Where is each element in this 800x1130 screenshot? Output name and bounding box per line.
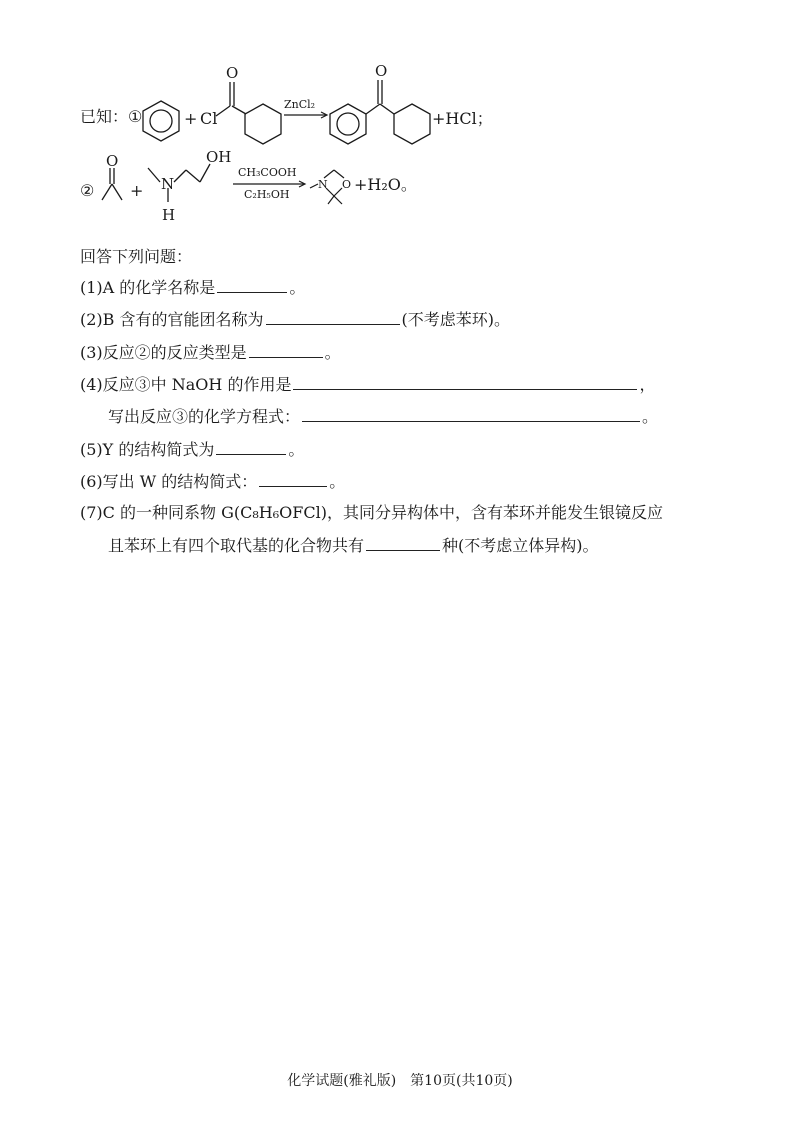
reaction-2-scheme bbox=[78, 140, 778, 240]
question-4b-blank[interactable] bbox=[302, 405, 640, 422]
question-4b-text: 写出反应③的化学方程式： bbox=[108, 407, 301, 426]
reaction-2-number: ② bbox=[80, 181, 95, 200]
reaction-2-plus: + bbox=[130, 181, 144, 200]
question-7a bbox=[80, 502, 663, 524]
question-1 bbox=[80, 276, 305, 299]
question-6-end: 。 bbox=[329, 472, 346, 491]
question-7b-end: 种(不考虑立体异构)。 bbox=[442, 536, 599, 555]
question-1-blank[interactable] bbox=[217, 276, 287, 293]
carbonyl-oxygen-2: O bbox=[375, 62, 388, 80]
question-2-end: (不考虑苯环)。 bbox=[401, 310, 511, 329]
reaction-1-byproduct: +HCl； bbox=[432, 109, 493, 128]
reaction-2-byproduct: +H₂O。 bbox=[354, 175, 417, 194]
question-4b bbox=[108, 405, 658, 428]
question-3 bbox=[80, 341, 341, 364]
hydroxyl-group: OH bbox=[206, 148, 232, 166]
question-6-text: (6)写出 W 的结构简式： bbox=[80, 472, 258, 491]
question-4a-blank[interactable] bbox=[293, 373, 637, 390]
amino-alcohol bbox=[148, 164, 210, 202]
question-4b-end: 。 bbox=[642, 407, 659, 426]
questions-intro: 回答下列问题： bbox=[80, 247, 193, 266]
page-footer: 化学试题(雅礼版) 第10页(共10页) bbox=[287, 1073, 513, 1089]
question-3-blank[interactable] bbox=[249, 341, 323, 358]
question-4a bbox=[80, 373, 655, 396]
benzene-ring bbox=[143, 101, 179, 141]
question-3-end: 。 bbox=[324, 343, 341, 362]
question-1-text: (1)A 的化学名称是 bbox=[80, 278, 216, 297]
reaction-1-plus: + bbox=[184, 109, 198, 128]
acetone-oxygen: O bbox=[106, 152, 119, 170]
question-5-end: 。 bbox=[288, 440, 305, 459]
question-7b bbox=[108, 534, 599, 557]
amine-nitrogen: N bbox=[161, 175, 175, 193]
ring-oxygen: O bbox=[342, 178, 352, 191]
question-2-blank[interactable] bbox=[266, 308, 400, 325]
question-3-text: (3)反应②的反应类型是 bbox=[80, 343, 247, 362]
acetone bbox=[102, 168, 122, 200]
question-4a-end: ， bbox=[639, 375, 656, 394]
question-4a-text: (4)反应③中 NaOH 的作用是 bbox=[80, 375, 292, 394]
question-1-end: 。 bbox=[289, 278, 306, 297]
ring-nitrogen: N bbox=[318, 178, 328, 191]
amine-hydrogen: H bbox=[162, 206, 176, 224]
question-5 bbox=[80, 438, 304, 461]
question-6 bbox=[80, 470, 345, 493]
reaction-1-number: ① bbox=[128, 107, 143, 126]
question-2-text: (2)B 含有的官能团名称为 bbox=[80, 310, 264, 329]
reagent-bottom-label: C₂H₅OH bbox=[244, 188, 290, 201]
chloride-atom: Cl bbox=[200, 109, 218, 128]
known-label: 已知： bbox=[80, 107, 129, 126]
catalyst-label: ZnCl₂ bbox=[284, 98, 316, 111]
benzophenone bbox=[330, 80, 430, 144]
question-2 bbox=[80, 308, 510, 331]
benzoyl-chloride bbox=[216, 82, 281, 144]
reagent-top-label: CH₃COOH bbox=[238, 166, 297, 179]
question-7b-blank[interactable] bbox=[366, 534, 440, 551]
question-5-text: (5)Y 的结构简式为 bbox=[80, 440, 215, 459]
carbonyl-oxygen-1: O bbox=[226, 64, 239, 82]
question-5-blank[interactable] bbox=[216, 438, 286, 455]
question-6-blank[interactable] bbox=[259, 470, 327, 487]
question-7a-text: (7)C 的一种同系物 G(C₈H₆OFCl)，其同分异构体中，含有苯环并能发生银镜反应 bbox=[80, 503, 663, 522]
question-7b-text: 且苯环上有四个取代基的化合物共有 bbox=[108, 536, 365, 555]
